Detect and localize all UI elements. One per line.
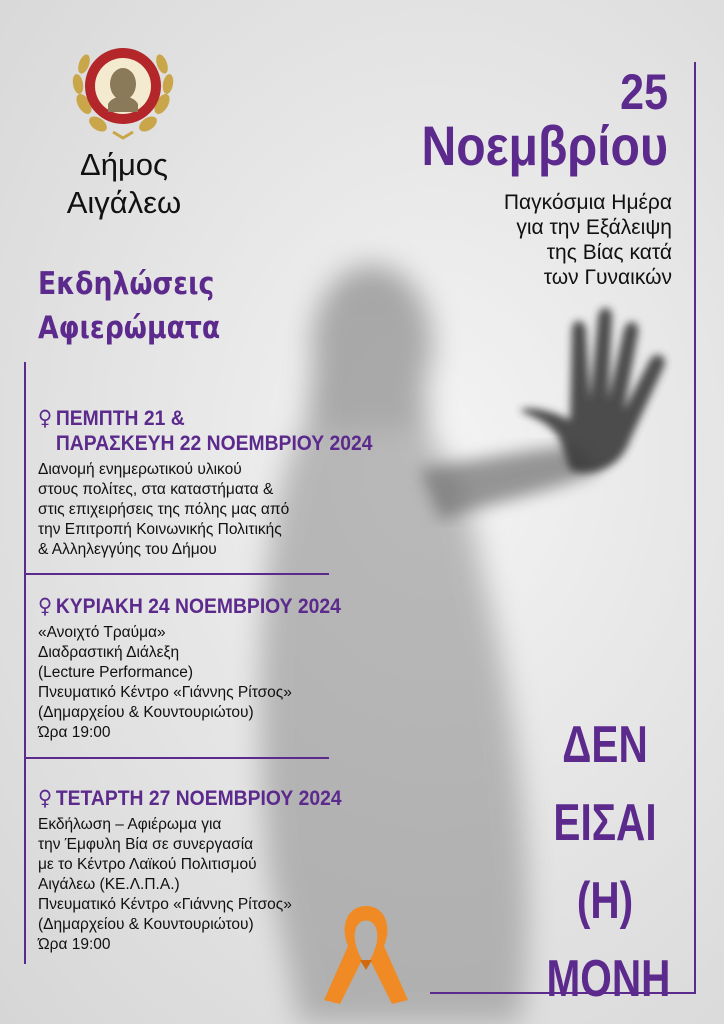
subtitle-line: της Βίας κατά [546,241,672,264]
right-frame-line [694,62,696,994]
event-description [38,460,458,560]
event-line: στις επιχειρήσεις της πόλης μας από [38,501,290,518]
divider-line-2 [24,757,329,759]
event-line: Αιγάλεω (ΚΕ.Λ.Π.Α.) [38,876,180,893]
event-heading [38,406,424,456]
slogan-line: ΔΕΝ [562,716,648,774]
event-heading-line: ΚΥΡΙΑΚΗ 24 ΝΟΕΜΒΡΙΟΥ 2024 [55,595,341,618]
municipality-name [40,146,208,222]
event-line: Διανομή ενημερωτικού υλικού [38,461,242,478]
event-line: Διαδραστική Διάλεξη [38,644,180,661]
slogan-line: ΜΟΝΗ [546,950,671,1008]
date-month: Νοεμβρίου [421,114,668,177]
section-title-line2: Αφιερώματα [38,310,221,346]
observance-subtitle [420,190,672,290]
event-line: με το Κέντρο Λαϊκού Πολιτισμού [38,856,257,873]
subtitle-line: των Γυναικών [543,266,672,289]
event-line: (Δημαρχείου & Κουντουριώτου) [38,916,254,933]
event-line: στους πολίτες, στα καταστήματα & [38,481,274,498]
female-sign-icon: ♀ [38,786,53,810]
subtitle-line: Παγκόσμια Ημέρα [503,191,672,214]
event-line: (Lecture Performance) [38,664,194,681]
section-title-line1: Εκδηλώσεις [38,266,215,302]
municipality-name-line2: Αιγάλεω [66,185,182,220]
event-heading-line: ΠΕΜΠΤΗ 21 & [55,407,185,430]
event-line: Εκδήλωση – Αφιέρωμα για [38,816,222,833]
female-sign-icon: ♀ [38,594,53,618]
section-title [38,262,220,350]
event-item-1 [38,406,458,560]
event-line: Πνευματικό Κέντρο «Γιάννης Ρίτσος» [38,896,292,913]
female-sign-icon: ♀ [38,406,53,430]
municipality-name-line1: Δήμος [80,147,168,182]
event-heading-line: ΠΑΡΑΣΚΕΥΗ 22 ΝΟΕΜΒΡΙΟΥ 2024 [55,432,373,455]
slogan [546,706,671,1018]
event-line: Πνευματικό Κέντρο «Γιάννης Ρίτσος» [38,684,292,701]
subtitle-line: για την Εξάλειψη [516,216,672,239]
event-line: την Επιτροπή Κοινωνικής Πολιτικής [38,521,282,538]
divider-line-1 [24,573,329,575]
date-day: 25 [620,64,668,120]
event-line: την Έμφυλη Βία σε συνεργασία [38,836,254,853]
slogan-line: (Η) [576,872,634,930]
event-line: & Αλληλεγγύης του Δήμου [38,541,217,558]
event-line: «Ανοιχτό Τραύμα» [38,624,166,641]
awareness-ribbon-icon [312,900,420,1012]
slogan-line: ΕΙΣΑΙ [553,794,657,852]
event-heading [38,594,424,619]
event-heading-line: ΤΕΤΑΡΤΗ 27 ΝΟΕΜΒΡΙΟΥ 2024 [55,787,342,810]
event-line: Ώρα 19:00 [38,724,111,741]
event-line: (Δημαρχείου & Κουντουριώτου) [38,704,254,721]
municipality-seal-icon [68,34,178,144]
event-description [38,623,458,743]
left-frame-line [24,362,26,964]
event-heading [38,786,424,811]
event-line: Ώρα 19:00 [38,936,111,953]
event-item-2 [38,594,458,743]
